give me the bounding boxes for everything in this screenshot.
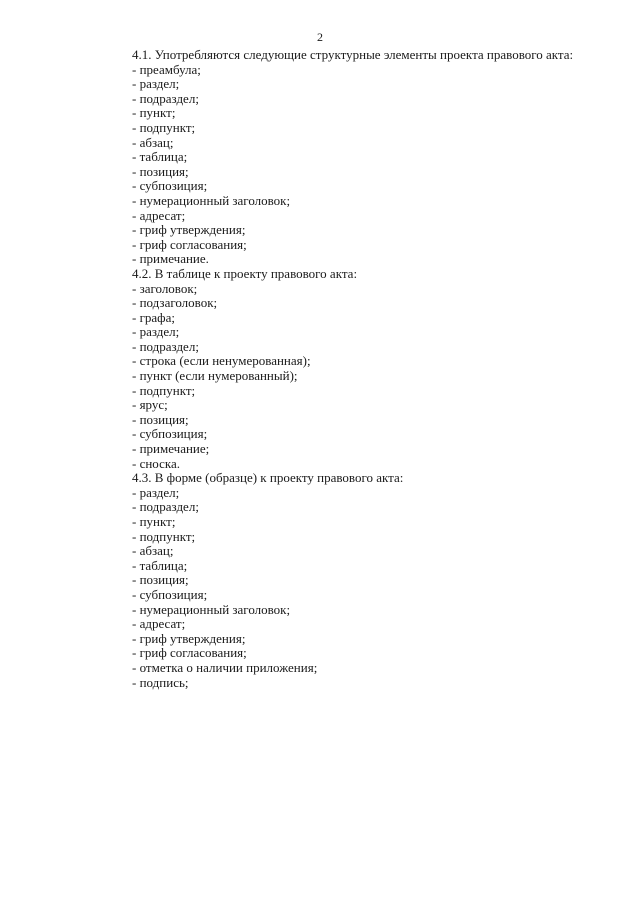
list-item: - пункт; — [132, 514, 176, 529]
list-item: - адресат; — [132, 616, 186, 632]
list-item: - подзаголовок; — [132, 295, 218, 311]
list-item: - нумерационный заголовок; — [132, 192, 291, 208]
list-item: - субпозиция; — [132, 586, 208, 602]
list-item: - раздел; — [132, 76, 180, 92]
list-item: - абзац; — [132, 134, 174, 150]
list-item: - таблица; — [132, 557, 188, 573]
list-item: - адресат; — [132, 207, 186, 223]
list-item: - позиция; — [132, 163, 189, 179]
list-item: - таблица; — [132, 149, 188, 165]
list-item: - подпункт; — [132, 382, 196, 398]
section-4-2-heading: 4.2. В таблице к проекту правового акта: — [132, 265, 358, 281]
list-item: - подпункт; — [132, 119, 196, 135]
document-body — [110, 48, 610, 690]
list-item: - подпункт; — [132, 528, 196, 544]
list-item: - гриф утверждения; — [132, 630, 246, 646]
section-4-3-heading: 4.3. В форме (образце) к проекту правового акта: — [132, 470, 404, 486]
section-4-1-heading: 4.1. Употребляются следующие структурные элементы проекта правового акта: — [132, 47, 574, 62]
list-item: - гриф согласования; — [132, 645, 247, 661]
list-item: - подраздел; — [132, 338, 199, 354]
page-number: 2 — [317, 30, 323, 44]
list-item: - гриф утверждения; — [132, 222, 246, 238]
list-item: - позиция; — [132, 411, 189, 427]
list-item: - раздел; — [132, 484, 180, 500]
section-4-2-list — [110, 282, 610, 472]
list-item: - примечание. — [132, 251, 209, 267]
list-item: - гриф согласования; — [132, 236, 247, 252]
list-item: - раздел; — [132, 324, 180, 340]
list-item: - отметка о наличии приложения; — [132, 659, 318, 675]
list-item: - нумерационный заголовок; — [132, 601, 291, 617]
list-item: - сноска. — [132, 455, 181, 471]
list-item: - подпись; — [132, 674, 189, 690]
list-item: - графа; — [132, 309, 175, 325]
list-item: - примечание; — [132, 441, 210, 457]
list-item: - пункт; — [132, 105, 176, 121]
list-item: - подраздел; — [132, 90, 199, 106]
list-item: - субпозиция; — [132, 426, 208, 442]
list-item: - подраздел; — [132, 499, 199, 515]
list-item: - ярус; — [132, 397, 168, 413]
list-item: - позиция; — [132, 572, 189, 588]
list-item: - строка (если ненумерованная); — [132, 353, 311, 369]
list-item: - пункт (если нумерованный); — [132, 368, 298, 384]
section-4-3-list — [110, 486, 610, 690]
section-4-1-list — [110, 63, 610, 267]
list-item: - преамбула; — [132, 61, 201, 77]
list-item: - абзац; — [132, 543, 174, 559]
list-item: - заголовок; — [132, 280, 198, 296]
list-item: - субпозиция; — [132, 178, 208, 194]
